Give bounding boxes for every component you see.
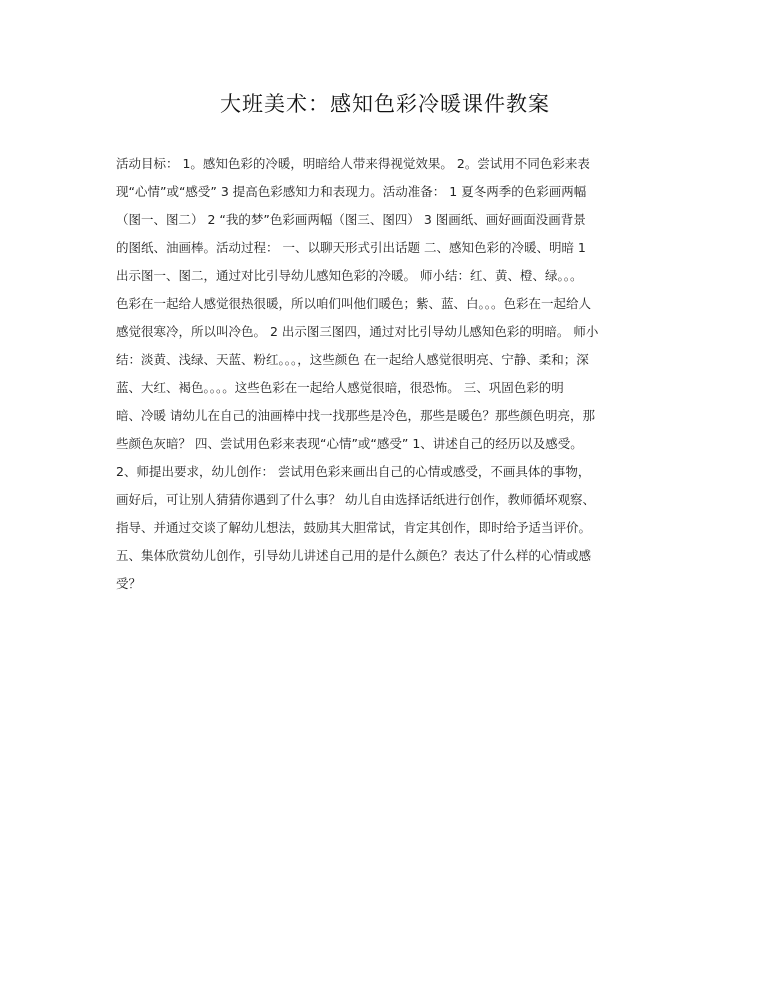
lesson-plan-body — [116, 150, 656, 598]
body-line: 活动目标： 1。感知色彩的冷暖，明暗给人带来得视觉效果。 2。尝试用不同色彩来表 — [116, 156, 590, 171]
body-line: 些颜色灰暗？ 四、尝试用色彩来表现“心情”或“感受” 1、讲述自己的经历以及感受。 — [116, 436, 583, 451]
page-title: 大班美术：感知色彩冷暖课件教案 — [220, 92, 550, 116]
body-line: 色彩在一起给人感觉很热很暖，所以咱们叫他们暖色；紫、蓝、白。。。色彩在一起给人 — [116, 296, 592, 311]
body-line: （图一、图二） 2 “我的梦”色彩画两幅（图三、图四） 3 图画纸、画好画面没画背景 — [116, 212, 586, 227]
body-line: 五、集体欣赏幼儿创作，引导幼儿讲述自己用的是什么颜色？表达了什么样的心情或感 — [116, 548, 592, 563]
body-line: 蓝、大红、褐色。。。。这些色彩在一起给人感觉很暗，很恐怖。 三、巩固色彩的明 — [116, 380, 564, 395]
body-line: 受？ — [116, 576, 142, 591]
body-line: 感觉很寒冷，所以叫冷色。 2 出示图三图四，通过对比引导幼儿感知色彩的明暗。 师小 — [116, 324, 599, 339]
body-line: 的图纸、油画棒。活动过程： 一、以聊天形式引出话题 二、感知色彩的冷暖、明暗 1 — [116, 240, 586, 255]
body-line: 现“心情”或“感受” 3 提高色彩感知力和表现力。活动准备： 1 夏冬两季的色彩画两幅 — [116, 184, 587, 199]
body-line: 暗、冷暖 请幼儿在自己的油画棒中找一找那些是冷色，那些是暖色？那些颜色明亮，那 — [116, 408, 595, 423]
body-line: 出示图一、图二，通过对比引导幼儿感知色彩的冷暖。 师小结：红、黄、橙、绿。。。 — [116, 268, 583, 283]
body-line: 结：淡黄、浅绿、天蓝、粉红。。。，这些颜色 在一起给人感觉很明亮、宁静、柔和；深 — [116, 352, 589, 367]
body-line: 指导、并通过交谈了解幼儿想法，鼓励其大胆常试，肯定其创作，即时给予适当评价。 — [116, 520, 592, 535]
body-line: 2、师提出要求，幼儿创作： 尝试用色彩来画出自己的心情或感受，不画具体的事物， — [116, 464, 591, 479]
body-line: 画好后，可让别人猜猜你遇到了什么事？ 幼儿自由选择话纸进行创作，教师循坏观察、 — [116, 492, 595, 507]
